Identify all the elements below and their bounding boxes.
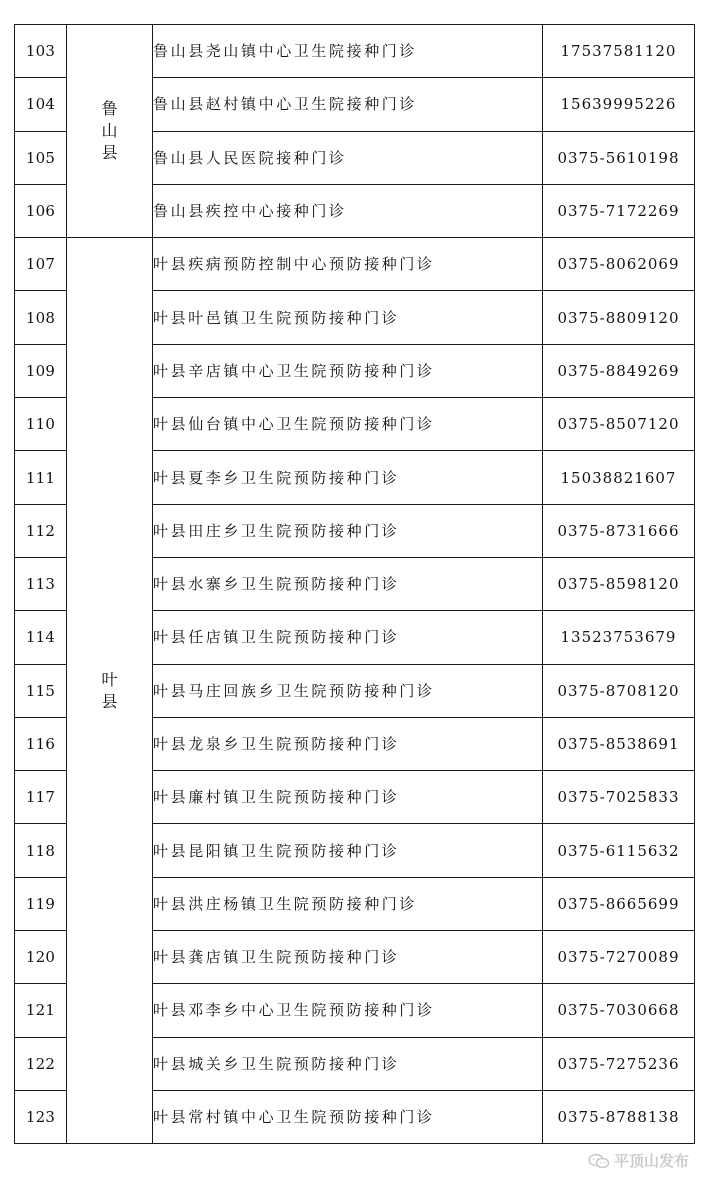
- watermark-text: 平顶山发布: [613, 1152, 689, 1170]
- clinic-phone: 0375-8849269: [543, 344, 695, 397]
- clinic-name: 鲁山县人民医院接种门诊: [153, 131, 543, 184]
- county-cell: [67, 238, 153, 1144]
- wechat-icon: [588, 1153, 610, 1169]
- row-number: 108: [15, 291, 67, 344]
- county-name: 鲁山县: [101, 99, 118, 163]
- clinic-phone: 0375-8708120: [543, 664, 695, 717]
- clinic-phone: 15038821607: [543, 451, 695, 504]
- clinic-name: 鲁山县疾控中心接种门诊: [153, 184, 543, 237]
- clinic-phone: 0375-8809120: [543, 291, 695, 344]
- clinic-phone: 0375-8062069: [543, 238, 695, 291]
- row-number: 116: [15, 717, 67, 770]
- clinic-name: 叶县邓李乡中心卫生院预防接种门诊: [153, 984, 543, 1037]
- clinic-name: 鲁山县尧山镇中心卫生院接种门诊: [153, 25, 543, 78]
- watermark: [588, 1150, 689, 1171]
- clinic-phone: 15639995226: [543, 78, 695, 131]
- county-cell: [67, 25, 153, 238]
- clinic-name: 叶县田庄乡卫生院预防接种门诊: [153, 504, 543, 557]
- clinic-phone: 0375-7172269: [543, 184, 695, 237]
- clinic-name: 叶县叶邑镇卫生院预防接种门诊: [153, 291, 543, 344]
- county-name: 叶县: [101, 669, 118, 711]
- row-number: 106: [15, 184, 67, 237]
- clinic-name: 鲁山县赵村镇中心卫生院接种门诊: [153, 78, 543, 131]
- row-number: 115: [15, 664, 67, 717]
- clinic-name: 叶县水寨乡卫生院预防接种门诊: [153, 557, 543, 610]
- clinic-name: 叶县马庄回族乡卫生院预防接种门诊: [153, 664, 543, 717]
- row-number: 121: [15, 984, 67, 1037]
- clinic-phone: 0375-8665699: [543, 877, 695, 930]
- clinic-phone: 0375-6115632: [543, 824, 695, 877]
- clinic-phone: 0375-7275236: [543, 1037, 695, 1090]
- row-number: 118: [15, 824, 67, 877]
- clinic-phone: 13523753679: [543, 611, 695, 664]
- clinic-name: 叶县龙泉乡卫生院预防接种门诊: [153, 717, 543, 770]
- row-number: 112: [15, 504, 67, 557]
- clinic-phone: 0375-7270089: [543, 931, 695, 984]
- row-number: 111: [15, 451, 67, 504]
- clinic-name: 叶县夏李乡卫生院预防接种门诊: [153, 451, 543, 504]
- clinic-phone: 0375-7025833: [543, 771, 695, 824]
- clinic-phone: 0375-7030668: [543, 984, 695, 1037]
- clinic-phone: 17537581120: [543, 25, 695, 78]
- row-number: 123: [15, 1090, 67, 1143]
- clinic-name: 叶县疾病预防控制中心预防接种门诊: [153, 238, 543, 291]
- clinic-name: 叶县仙台镇中心卫生院预防接种门诊: [153, 398, 543, 451]
- row-number: 109: [15, 344, 67, 397]
- row-number: 103: [15, 25, 67, 78]
- clinic-name: 叶县城关乡卫生院预防接种门诊: [153, 1037, 543, 1090]
- table-body: [15, 25, 695, 1144]
- row-number: 110: [15, 398, 67, 451]
- clinic-name: 叶县辛店镇中心卫生院预防接种门诊: [153, 344, 543, 397]
- clinic-name: 叶县昆阳镇卫生院预防接种门诊: [153, 824, 543, 877]
- clinic-phone: 0375-8598120: [543, 557, 695, 610]
- clinic-phone: 0375-8538691: [543, 717, 695, 770]
- row-number: 104: [15, 78, 67, 131]
- clinic-phone: 0375-8507120: [543, 398, 695, 451]
- clinic-name: 叶县任店镇卫生院预防接种门诊: [153, 611, 543, 664]
- clinic-phone: 0375-8731666: [543, 504, 695, 557]
- clinic-name: 叶县龚店镇卫生院预防接种门诊: [153, 931, 543, 984]
- row-number: 117: [15, 771, 67, 824]
- row-number: 105: [15, 131, 67, 184]
- clinic-name: 叶县廉村镇卫生院预防接种门诊: [153, 771, 543, 824]
- row-number: 120: [15, 931, 67, 984]
- vaccination-clinic-table: [14, 24, 695, 1144]
- table-row: [15, 25, 695, 78]
- row-number: 114: [15, 611, 67, 664]
- clinic-name: 叶县常村镇中心卫生院预防接种门诊: [153, 1090, 543, 1143]
- clinic-phone: 0375-8788138: [543, 1090, 695, 1143]
- row-number: 113: [15, 557, 67, 610]
- row-number: 122: [15, 1037, 67, 1090]
- row-number: 107: [15, 238, 67, 291]
- clinic-name: 叶县洪庄杨镇卫生院预防接种门诊: [153, 877, 543, 930]
- row-number: 119: [15, 877, 67, 930]
- clinic-phone: 0375-5610198: [543, 131, 695, 184]
- table-row: [15, 238, 695, 291]
